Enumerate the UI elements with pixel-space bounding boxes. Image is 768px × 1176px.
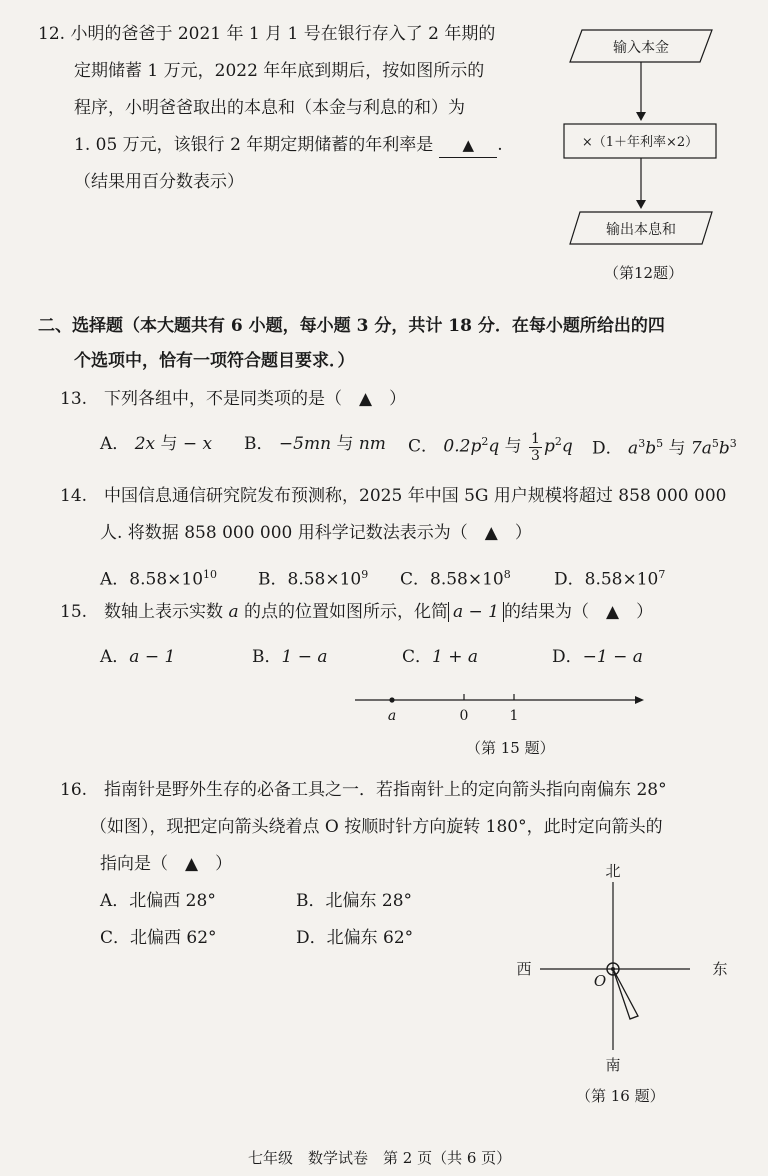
q13-d-a2-exp: 5	[711, 437, 719, 450]
q12-line-4	[74, 133, 503, 158]
number-line-arrow-icon	[635, 696, 644, 704]
q16-caption: （第 16 题）	[576, 1087, 665, 1105]
q16-d-text: 北偏东 62°	[326, 928, 414, 948]
q16-b-text: 北偏东 28°	[325, 891, 413, 911]
q13-d-label: D．	[592, 438, 623, 459]
q14-option-a	[100, 563, 217, 592]
q13-c-expr2b: q	[561, 436, 573, 457]
q13-d-b: b	[645, 438, 657, 459]
q12-answer-blank	[439, 133, 497, 158]
q13-d-coef: 7a	[690, 438, 712, 459]
q13-b-label: B．	[244, 434, 274, 454]
q13-a-mid: 与	[160, 434, 178, 454]
q15-b-label: B．	[252, 647, 282, 667]
q13-c-mid: 与	[504, 436, 522, 457]
number-line-label-1: 1	[509, 708, 519, 724]
q13-stem: 13. 下列各组中，不是同类项的是（ ▲ ）	[60, 389, 407, 409]
q14-b-label: B．	[258, 569, 288, 590]
q14-c-base: 8.58×10	[430, 569, 504, 590]
section-2-heading-cont: 个选项中，恰有一项符合题目要求．）	[74, 351, 355, 371]
q15-a-label: A．	[100, 647, 130, 667]
q16-d-label: D．	[296, 928, 327, 948]
q13-a-expr2: − x	[182, 434, 213, 454]
q14-d-base: 8.58×10	[584, 569, 659, 590]
q15-stem	[60, 600, 653, 624]
q15-stem-pre: 15. 数轴上表示实数	[60, 602, 224, 622]
q15-caption: （第 15 题）	[466, 739, 555, 757]
q14-a-label: A．	[100, 569, 130, 590]
q15-option-b	[252, 645, 328, 669]
q14-option-b	[258, 563, 368, 592]
q12-line-2: 定期储蓄 1 万元，2022 年年底到期后，按如图所示的	[74, 61, 485, 81]
q16-option-a	[100, 889, 216, 913]
q15-var: a	[228, 602, 239, 622]
q14-a-base: 8.58×10	[129, 569, 204, 590]
q13-d-b2-exp: 3	[729, 437, 737, 450]
page-footer: 七年级 数学试卷 第 2 页（共 6 页）	[248, 1149, 512, 1167]
q16-b-label: B．	[296, 891, 326, 911]
q16-option-b	[296, 889, 412, 913]
q15-b-text: 1 − a	[281, 647, 328, 667]
number-line-label-0: 0	[459, 708, 469, 724]
q13-option-b	[244, 432, 386, 456]
q14-option-c	[400, 563, 511, 592]
q13-c-fraction	[529, 431, 542, 464]
q14-c-exp: 8	[503, 568, 511, 581]
q13-d-mid: 与	[668, 438, 686, 459]
compass-needle-arrow-icon	[613, 969, 638, 1019]
q15-abs-expr: a − 1	[448, 602, 504, 622]
q16-c-text: 北偏西 62°	[130, 928, 217, 948]
q16-option-d	[296, 926, 413, 950]
q13-d-a-exp: 3	[638, 437, 646, 450]
q16-option-c	[100, 926, 217, 950]
compass-west-label: 西	[516, 960, 532, 978]
number-line-point-a	[389, 697, 394, 702]
q14-d-exp: 7	[658, 568, 666, 581]
q12-line-5: （结果用百分数表示）	[74, 172, 244, 192]
q13-b-mid: 与	[336, 434, 354, 454]
q13-c-exp2: 2	[554, 435, 562, 448]
q14-b-exp: 9	[361, 568, 369, 581]
q13-option-d	[592, 432, 737, 461]
q15-stem-post: 的结果为（ ▲ ）	[504, 602, 654, 622]
q14-line-2: 人. 将数据 858 000 000 用科学记数法表示为（ ▲ ）	[100, 523, 532, 543]
q13-c-exp1: 2	[481, 435, 489, 448]
q13-option-a	[100, 432, 212, 456]
section-2-heading: 二、选择题（本大题共有 6 小题，每小题 3 分，共计 18 分．在每小题所给出的四	[38, 316, 665, 336]
q13-c-expr2: p	[543, 436, 555, 457]
compass-north-label: 北	[605, 862, 621, 880]
q14-b-base: 8.58×10	[287, 569, 362, 590]
q15-option-c	[402, 645, 478, 669]
q12-line-3: 程序，小明爸爸取出的本息和（本金与利息的和）为	[74, 98, 465, 118]
q16-a-label: A．	[100, 891, 130, 911]
q13-a-expr1: 2x	[134, 434, 156, 454]
q15-number-line	[350, 688, 650, 728]
flow-arrowhead-1	[636, 112, 646, 121]
q16-a-text: 北偏西 28°	[129, 891, 216, 911]
compass-east-label: 东	[712, 960, 728, 978]
answer-triangle-icon: ▲	[462, 136, 475, 154]
q14-c-label: C．	[400, 569, 431, 590]
q15-a-text: a − 1	[129, 647, 176, 667]
q15-d-label: D．	[552, 647, 583, 667]
q15-stem-mid: 的点的位置如图所示，化简	[244, 602, 448, 622]
q15-c-label: C．	[402, 647, 433, 667]
q13-a-label: A．	[100, 434, 130, 454]
q13-c-expr1b: q	[488, 436, 500, 457]
compass-origin-label: O	[593, 972, 607, 990]
q13-option-c	[408, 430, 573, 464]
flow-process-text: ×（1＋年利率×2）	[581, 135, 699, 150]
q13-d-b2: b	[718, 438, 730, 459]
q13-c-label: C．	[408, 436, 439, 457]
q15-c-text: 1 + a	[432, 647, 479, 667]
q16-compass-diagram	[510, 860, 740, 1080]
q13-d-a: a	[628, 438, 639, 459]
q16-c-label: C．	[100, 928, 131, 948]
q16-line-3: 指向是（ ▲ ）	[100, 854, 233, 874]
q16-line-1: 16. 指南针是野外生存的必备工具之一．若指南针上的定向箭头指向南偏东 28°	[60, 780, 667, 800]
q15-d-text: −1 − a	[582, 647, 643, 667]
q16-line-2: （如图），现把定向箭头绕着点 O 按顺时针方向旋转 180°，此时定向箭头的	[90, 817, 663, 837]
q15-option-a	[100, 645, 175, 669]
flow-output-text: 输出本息和	[606, 222, 676, 238]
q12-flowchart	[560, 22, 730, 262]
q15-option-d	[552, 645, 643, 669]
compass-south-label: 南	[605, 1056, 621, 1074]
flow-arrowhead-2	[636, 200, 646, 209]
q13-d-b-exp: 5	[656, 437, 664, 450]
q12-caption: （第12题）	[604, 264, 684, 282]
q12-blank-end: .	[497, 135, 503, 155]
q13-c-expr1: 0.2p	[443, 436, 482, 457]
q14-option-d	[554, 563, 665, 592]
q14-d-label: D．	[554, 569, 585, 590]
q12-line-4-text: 1. 05 万元，该银行 2 年期定期储蓄的年利率是	[74, 135, 434, 155]
q14-a-exp: 10	[203, 568, 218, 581]
flow-input-text: 输入本金	[613, 40, 669, 56]
q13-c-frac-den: 3	[531, 447, 540, 464]
q13-b-expr1: −5mn	[278, 434, 332, 454]
q13-c-frac-num: 1	[531, 430, 540, 447]
q14-line-1: 14. 中国信息通信研究院发布预测称，2025 年中国 5G 用户规模将超过 858 000 000	[60, 486, 727, 506]
q12-line-1: 12. 小明的爸爸于 2021 年 1 月 1 号在银行存入了 2 年期的	[38, 24, 496, 44]
number-line-label-a: a	[387, 708, 397, 724]
q13-b-expr2: nm	[358, 434, 386, 454]
